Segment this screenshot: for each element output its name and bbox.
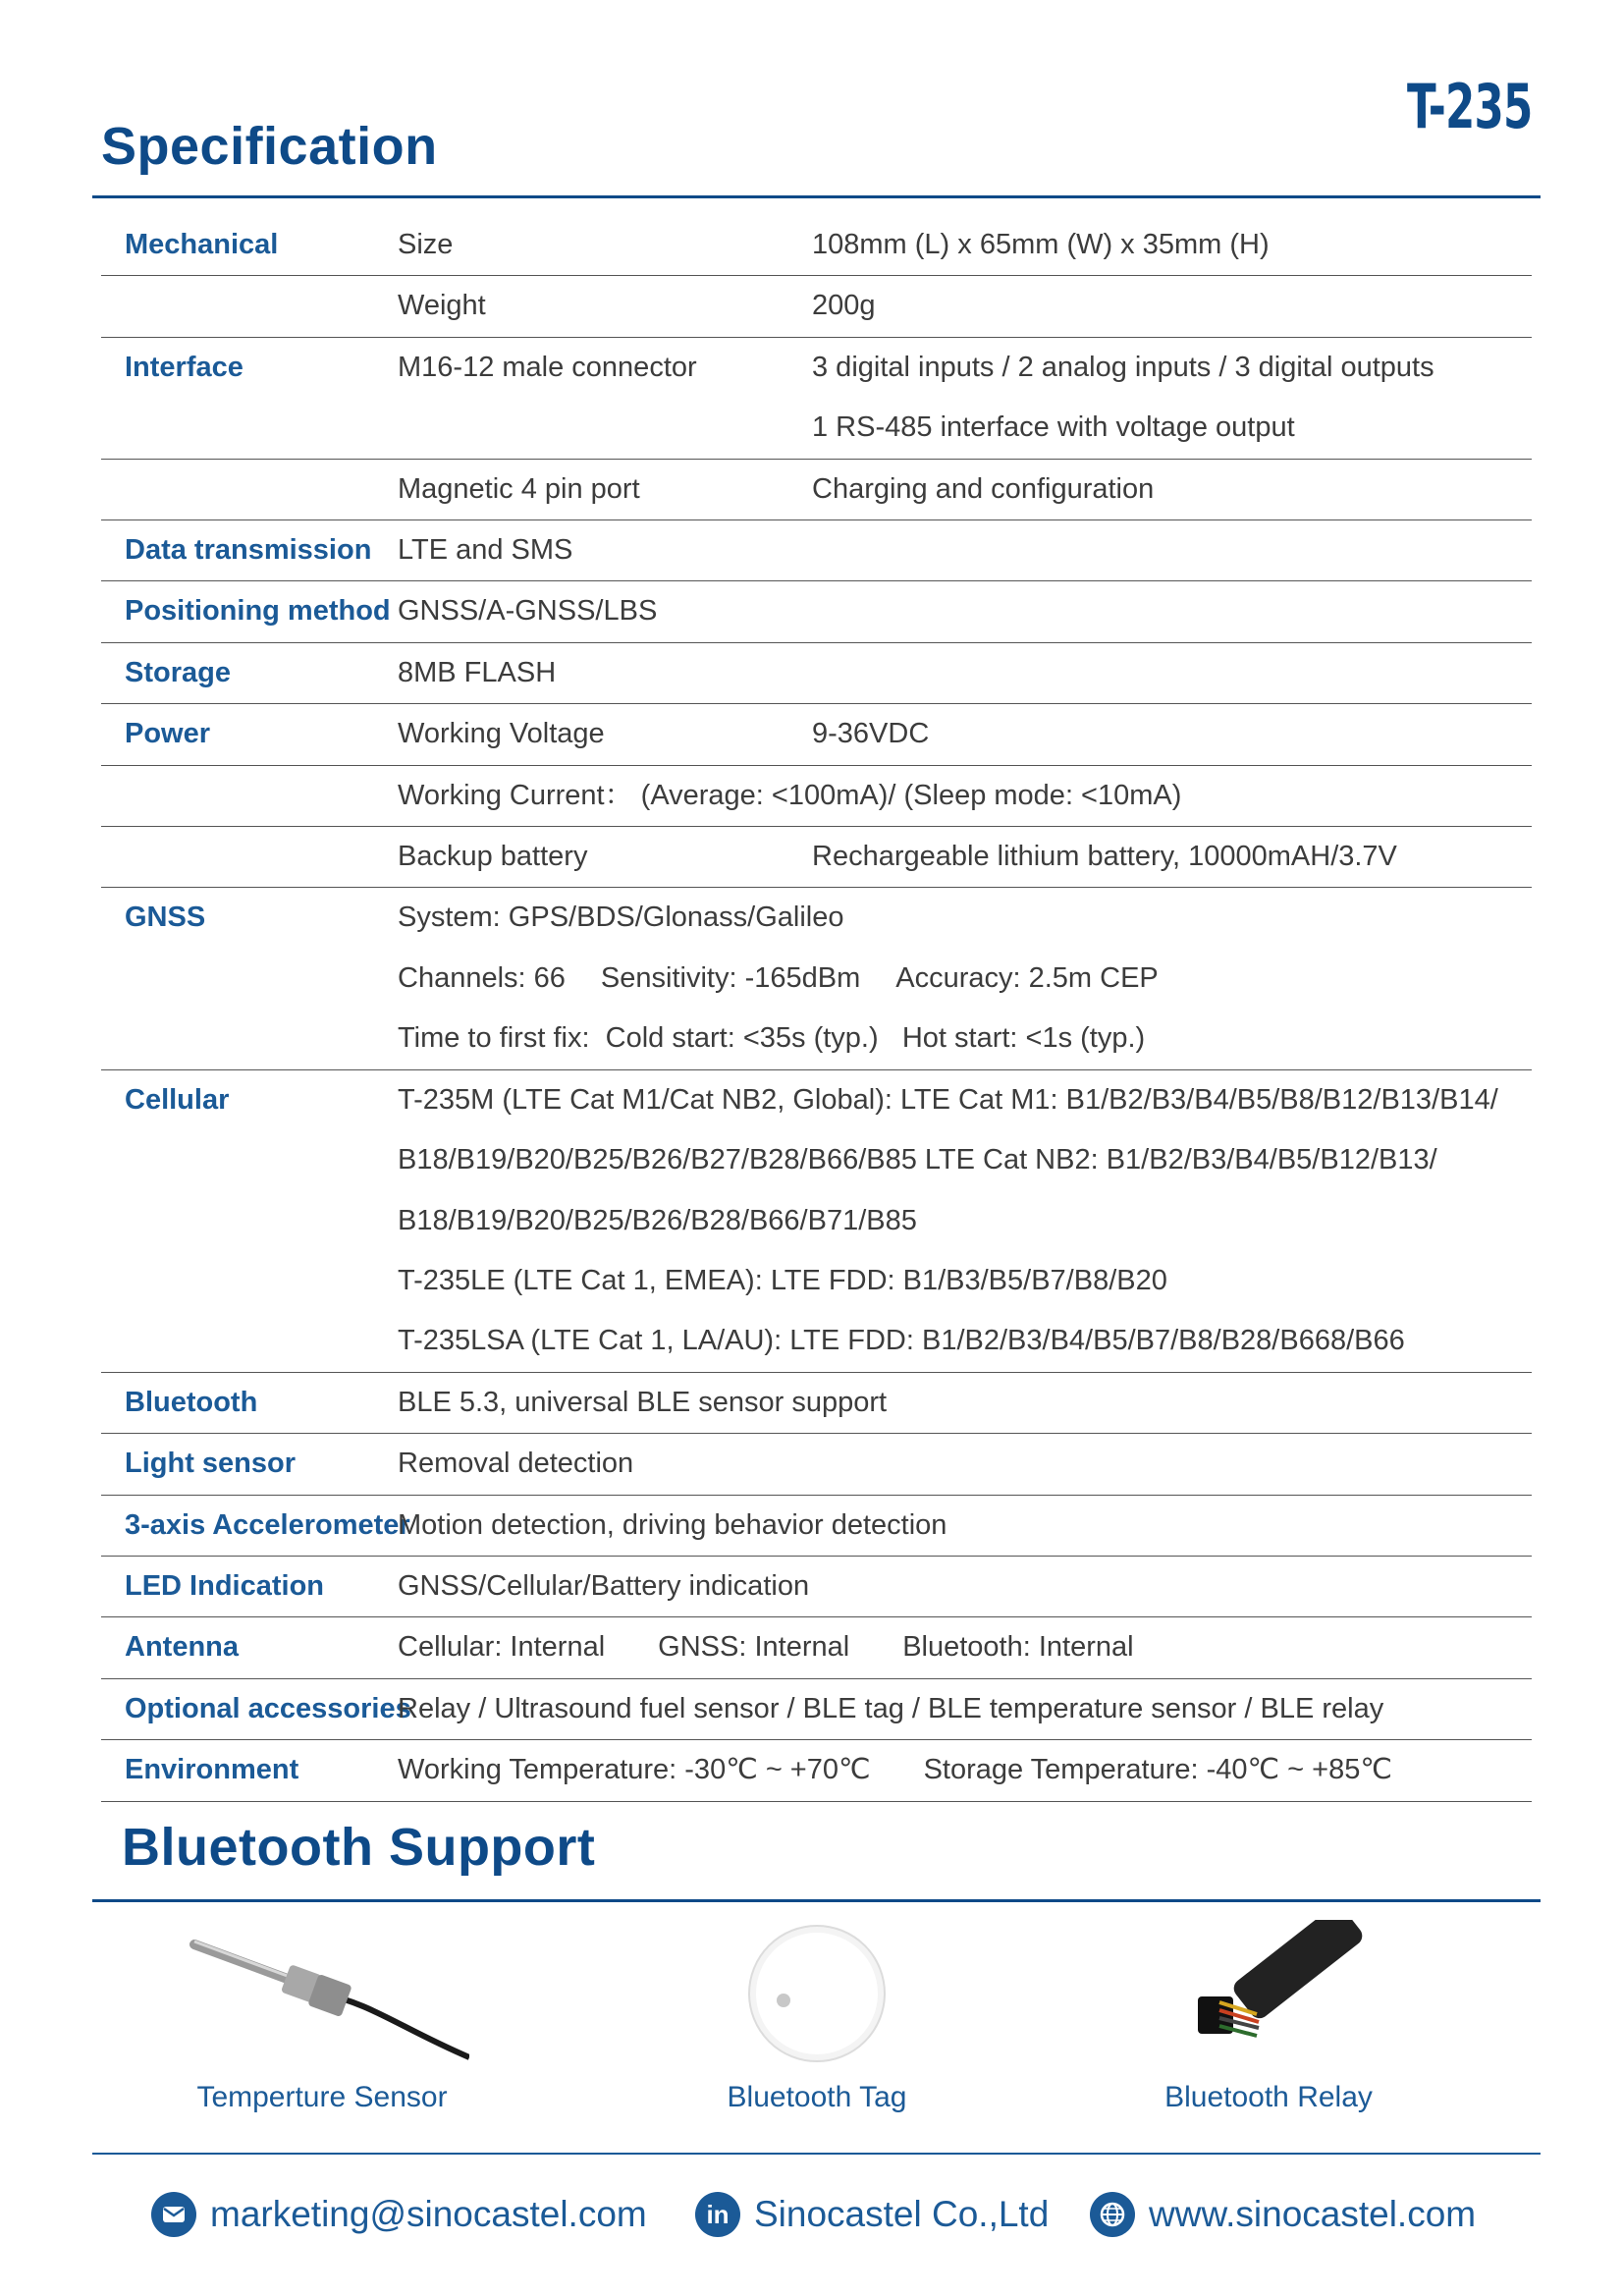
table-row <box>101 888 1532 1069</box>
row-value: 9-36VDC <box>812 718 930 750</box>
accessory-label: Bluetooth Tag <box>727 2081 907 2113</box>
table-row <box>101 1496 1532 1557</box>
table-row <box>101 643 1532 704</box>
email-link[interactable]: marketing@sinocastel.com <box>210 2194 647 2234</box>
table-row <box>101 1557 1532 1617</box>
table-row <box>101 338 1532 460</box>
accessory-label: Temperture Sensor <box>196 2081 448 2113</box>
linkedin-link[interactable]: Sinocastel Co.,Ltd <box>754 2194 1050 2234</box>
section-title: Bluetooth Support <box>122 1818 596 1877</box>
table-row <box>101 276 1532 337</box>
row-value: Relay / Ultrasound fuel sensor / BLE tag / BLE temperature sensor / BLE relay <box>398 1692 1384 1724</box>
temperature-sensor-image <box>175 1920 469 2067</box>
table-row <box>101 1070 1532 1373</box>
contact-website[interactable] <box>1090 2192 1476 2237</box>
row-label: Backup battery <box>398 841 588 873</box>
row-category: Optional accessories <box>125 1692 411 1724</box>
row-value: 200g <box>812 290 876 322</box>
row-category: Bluetooth <box>125 1386 258 1418</box>
table-row <box>101 1679 1532 1740</box>
gnss-sensitivity: Sensitivity: -165dBm <box>600 961 861 994</box>
row-category: Data transmission <box>125 534 372 567</box>
gnss-accuracy: Accuracy: 2.5m CEP <box>895 961 1159 994</box>
row-value: 3 digital inputs / 2 analog inputs / 3 digital outputs <box>812 351 1434 383</box>
spec-table <box>101 215 1532 1802</box>
table-row <box>101 1373 1532 1434</box>
antenna-bluetooth: Bluetooth: Internal <box>902 1631 1134 1664</box>
footer-rule <box>92 2153 1541 2155</box>
row-category: Environment <box>125 1754 299 1786</box>
mail-icon <box>151 2192 196 2237</box>
row-label: Working Voltage <box>398 718 605 750</box>
row-category: Antenna <box>125 1631 239 1664</box>
table-row <box>101 1434 1532 1495</box>
accessory-bluetooth-relay <box>1062 1920 1475 2131</box>
gnss-ttff: Time to first fix: <box>398 1022 590 1055</box>
row-value: Motion detection, driving behavior detection <box>398 1508 947 1541</box>
bluetooth-relay-image <box>1121 1920 1416 2067</box>
row-category: GNSS <box>125 902 206 934</box>
cellular-line: T-235LSA (LTE Cat 1, LA/AU): LTE FDD: B1/B2/B3/B4/B5/B7/B8/B28/B668/B66 <box>398 1325 1405 1357</box>
row-label: Magnetic 4 pin port <box>398 472 640 505</box>
row-category: Light sensor <box>125 1448 297 1480</box>
cellular-line: T-235M (LTE Cat M1/Cat NB2, Global): LTE Cat M1: B1/B2/B3/B4/B5/B8/B12/B13/B14/ <box>398 1083 1498 1116</box>
accessory-bluetooth-tag <box>611 1920 1023 2131</box>
row-value: 108mm (L) x 65mm (W) x 35mm (H) <box>812 229 1270 260</box>
row-value: LTE and SMS <box>398 534 573 567</box>
env-working: Working Temperature: -30℃ ~ +70℃ <box>398 1754 871 1786</box>
row-value: 8MB FLASH <box>398 656 557 688</box>
table-row <box>101 581 1532 642</box>
row-label: Working Current： <box>398 779 633 811</box>
table-row <box>101 704 1532 765</box>
table-row <box>101 520 1532 581</box>
row-value: Removal detection <box>398 1448 634 1480</box>
row-category: Positioning method <box>125 595 391 628</box>
row-category: Storage <box>125 656 231 688</box>
table-row <box>101 1617 1532 1678</box>
row-label: Weight <box>398 290 486 322</box>
cellular-line: B18/B19/B20/B25/B26/B27/B28/B66/B85 LTE Cat NB2: B1/B2/B3/B4/B5/B12/B13/ <box>398 1144 1437 1176</box>
row-value: BLE 5.3, universal BLE sensor support <box>398 1386 888 1418</box>
row-value: GNSS/A-GNSS/LBS <box>398 595 658 628</box>
table-row <box>101 460 1532 520</box>
contact-email[interactable] <box>151 2192 647 2237</box>
row-category: Cellular <box>125 1083 230 1116</box>
page-title: Specification <box>101 117 438 176</box>
section-rule <box>92 1899 1541 1902</box>
accessory-label: Bluetooth Relay <box>1164 2081 1373 2113</box>
row-category: Power <box>125 718 211 750</box>
row-label: M16-12 male connector <box>398 351 697 383</box>
bluetooth-tag-image <box>670 1920 964 2067</box>
row-value: 1 RS-485 interface with voltage output <box>812 411 1295 444</box>
env-storage: Storage Temperature: -40℃ ~ +85℃ <box>923 1754 1392 1786</box>
row-value: (Average: <100mA)/ (Sleep mode: <10mA) <box>640 779 1182 811</box>
row-value: Rechargeable lithium battery, 10000mAH/3.7V <box>812 841 1397 873</box>
contact-linkedin[interactable] <box>695 2192 1049 2237</box>
row-category: Interface <box>125 351 243 383</box>
website-link[interactable]: www.sinocastel.com <box>1149 2194 1477 2234</box>
table-row <box>101 766 1532 827</box>
row-category: LED Indication <box>125 1569 324 1602</box>
cellular-line: T-235LE (LTE Cat 1, EMEA): LTE FDD: B1/B3/B5/B7/B8/B20 <box>398 1264 1167 1296</box>
title-rule <box>92 195 1541 198</box>
gnss-cold-start: Cold start: <35s (typ.) <box>605 1022 879 1055</box>
table-row <box>101 1740 1532 1801</box>
row-label: Size <box>398 229 454 260</box>
cellular-line: B18/B19/B20/B25/B26/B28/B66/B71/B85 <box>398 1204 917 1236</box>
row-category: 3-axis Accelerometer <box>125 1508 410 1541</box>
row-value: Charging and configuration <box>812 472 1155 505</box>
gnss-channels: Channels: 66 <box>398 961 566 994</box>
antenna-gnss: GNSS: Internal <box>658 1631 850 1664</box>
globe-icon <box>1090 2192 1135 2237</box>
row-category: Mechanical <box>125 229 279 260</box>
linkedin-icon: in <box>695 2192 740 2237</box>
table-row <box>101 827 1532 888</box>
accessory-temperature-sensor <box>116 1920 528 2131</box>
model-number: T-235 <box>1407 71 1533 142</box>
row-value: GNSS/Cellular/Battery indication <box>398 1569 810 1602</box>
table-row <box>101 215 1532 276</box>
antenna-cellular: Cellular: Internal <box>398 1631 606 1664</box>
gnss-system: System: GPS/BDS/Glonass/Galileo <box>398 902 844 934</box>
gnss-hot-start: Hot start: <1s (typ.) <box>901 1022 1146 1055</box>
